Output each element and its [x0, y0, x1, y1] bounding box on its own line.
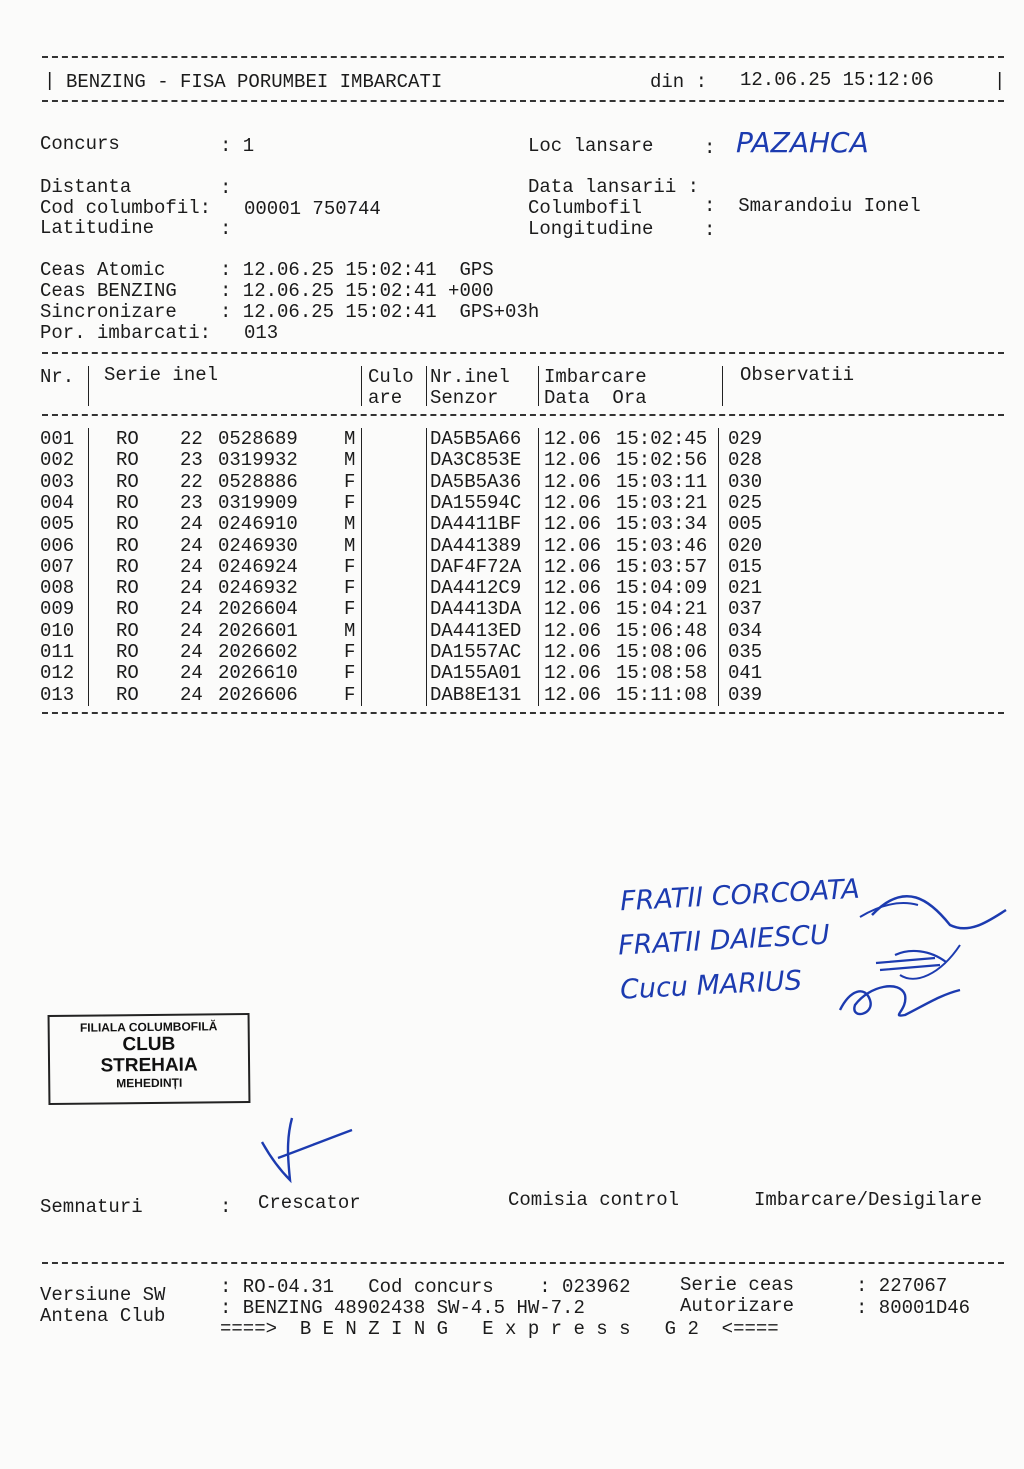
- row-date: 12.06: [544, 641, 602, 663]
- versiune-sw-value: : RO-04.31 Cod concurs : 023962: [220, 1276, 631, 1298]
- row-nr: 004: [40, 491, 75, 514]
- row-time: 15:03:11: [616, 470, 708, 493]
- autorizare-label: Autorizare: [680, 1295, 795, 1317]
- loc-lansare-label: Loc lansare: [528, 135, 654, 157]
- loc-lansare-colon: :: [704, 137, 716, 159]
- row-nr: 013: [40, 683, 75, 706]
- row-time: 15:02:45: [616, 428, 708, 450]
- columbofil-value: : Smarandoiu Ionel: [704, 195, 921, 217]
- row-country: RO: [116, 555, 139, 578]
- latitudine-colon: :: [220, 218, 232, 240]
- row-nr: 002: [40, 449, 75, 472]
- row-sex: M: [344, 534, 356, 557]
- col-imbarcare-header-2: Data Ora: [544, 387, 647, 409]
- row-sex: M: [344, 428, 356, 450]
- row-ring: 0246930: [218, 534, 298, 557]
- row-date: 12.06: [544, 428, 602, 450]
- data-lansarii-label: Data lansarii :: [528, 176, 700, 198]
- versiune-sw-label: Versiune SW: [40, 1284, 166, 1306]
- row-observatii: 034: [728, 619, 763, 642]
- row-ring: 2026604: [218, 598, 298, 621]
- row-time: 15:02:56: [616, 449, 708, 472]
- comisia-control-label: Comisia control: [508, 1189, 680, 1211]
- row-year: 23: [180, 491, 203, 514]
- row-year: 24: [180, 619, 203, 642]
- row-year: 23: [180, 449, 203, 472]
- row-ring: 2026610: [218, 662, 298, 685]
- columbofil-label: Columbofil: [528, 197, 643, 219]
- row-sex: F: [344, 491, 356, 514]
- row-nr: 005: [40, 513, 75, 536]
- col-culoare-header-2: are: [368, 387, 403, 409]
- sincronizare-value: : 12.06.25 15:02:41 GPS+03h: [220, 301, 540, 323]
- sincronizare-label: Sincronizare: [40, 301, 177, 323]
- handwritten-line-2: FRATII DAIESCU: [617, 919, 831, 962]
- stamp-line-1: FILIALA COLUMBOFILĂ: [79, 1019, 218, 1035]
- row-sex: F: [344, 641, 356, 663]
- row-year: 24: [180, 534, 203, 557]
- row-ring: 0319932: [218, 449, 298, 472]
- row-observatii: 020: [728, 534, 763, 557]
- antena-club-value: : BENZING 48902438 SW-4.5 HW-7.2: [220, 1297, 585, 1319]
- row-country: RO: [116, 534, 139, 557]
- row-time: 15:03:46: [616, 534, 708, 557]
- row-nr: 011: [40, 641, 75, 663]
- por-imbarcati-label: Por. imbarcati:: [40, 322, 212, 344]
- row-ring: 0528886: [218, 470, 298, 493]
- row-year: 24: [180, 555, 203, 578]
- row-observatii: 035: [728, 641, 763, 663]
- serie-ceas-value: : 227067: [856, 1275, 948, 1297]
- header-din-label: din :: [650, 71, 708, 93]
- row-observatii: 029: [728, 428, 763, 450]
- row-date: 12.06: [544, 577, 602, 600]
- row-sensor: DA3C853E: [430, 449, 522, 472]
- cod-columbofil-label: Cod columbofil:: [40, 197, 212, 219]
- row-nr: 009: [40, 598, 75, 621]
- row-observatii: 030: [728, 470, 763, 493]
- row-nr: 008: [40, 577, 75, 600]
- row-nr: 003: [40, 470, 75, 493]
- por-imbarcati-value: 013: [244, 322, 279, 344]
- row-country: RO: [116, 428, 139, 450]
- serie-ceas-label: Serie ceas: [680, 1274, 795, 1296]
- row-ring: 2026606: [218, 683, 298, 706]
- row-observatii: 021: [728, 577, 763, 600]
- row-sensor: DA4412C9: [430, 577, 522, 600]
- row-observatii: 039: [728, 683, 763, 706]
- row-date: 12.06: [544, 619, 602, 642]
- row-country: RO: [116, 619, 139, 642]
- row-country: RO: [116, 641, 139, 663]
- stamp-line-4: MEHEDINȚI: [116, 1075, 183, 1091]
- row-nr: 001: [40, 428, 75, 450]
- col-imbarcare-header-1: Imbarcare: [544, 366, 647, 388]
- row-sex: F: [344, 555, 356, 578]
- ceas-benzing-value: : 12.06.25 15:02:41 +000: [220, 280, 494, 302]
- antena-club-label: Antena Club: [40, 1305, 166, 1327]
- row-date: 12.06: [544, 470, 602, 493]
- row-nr: 007: [40, 555, 75, 578]
- row-country: RO: [116, 470, 139, 493]
- row-date: 12.06: [544, 662, 602, 685]
- col-nrinel-header-2: Senzor: [430, 387, 499, 409]
- row-country: RO: [116, 449, 139, 472]
- row-sex: F: [344, 683, 356, 706]
- row-year: 24: [180, 577, 203, 600]
- row-nr: 010: [40, 619, 75, 642]
- row-sex: F: [344, 598, 356, 621]
- row-sex: F: [344, 577, 356, 600]
- row-year: 24: [180, 598, 203, 621]
- row-sensor: DAF4F72A: [430, 555, 522, 578]
- row-date: 12.06: [544, 683, 602, 706]
- header-right-bar: |: [994, 70, 1006, 92]
- ceas-atomic-value: : 12.06.25 15:02:41 GPS: [220, 259, 494, 281]
- club-stamp: [48, 1013, 251, 1105]
- row-sensor: DA441389: [430, 534, 522, 557]
- benzing-express-banner: ====> B E N Z I N G E x p r e s s G 2 <====: [220, 1318, 779, 1340]
- row-year: 22: [180, 428, 203, 450]
- row-country: RO: [116, 662, 139, 685]
- row-country: RO: [116, 683, 139, 706]
- header-left-bar: |: [44, 70, 56, 92]
- row-observatii: 005: [728, 513, 763, 536]
- autorizare-value: : 80001D46: [856, 1297, 971, 1319]
- ceas-atomic-label: Ceas Atomic: [40, 259, 166, 281]
- row-observatii: 037: [728, 598, 763, 621]
- document-title: BENZING - FISA PORUMBEI IMBARCATI: [66, 71, 443, 93]
- row-time: 15:03:21: [616, 491, 708, 514]
- row-ring: 0246910: [218, 513, 298, 536]
- row-time: 15:04:21: [616, 598, 708, 621]
- row-year: 24: [180, 683, 203, 706]
- row-ring: 0246924: [218, 555, 298, 578]
- col-observatii-header: Observatii: [740, 364, 855, 386]
- crescator-label: Crescator: [258, 1192, 361, 1214]
- distanta-colon: :: [220, 177, 232, 199]
- row-time: 15:04:09: [616, 577, 708, 600]
- row-sensor: DA15594C: [430, 491, 522, 514]
- loc-lansare-handwritten: PAZAHCA: [736, 126, 869, 159]
- row-ring: 2026601: [218, 619, 298, 642]
- row-sex: F: [344, 470, 356, 493]
- header-datetime: 12.06.25 15:12:06: [740, 69, 934, 91]
- col-serie-header: Serie inel: [104, 364, 219, 386]
- row-time: 15:08:58: [616, 662, 708, 685]
- col-nr-header: Nr.: [40, 366, 75, 388]
- cod-columbofil-value: 00001 750744: [244, 198, 381, 220]
- concurs-value: : 1: [220, 135, 255, 157]
- longitudine-label: Longitudine: [528, 218, 654, 240]
- ceas-benzing-label: Ceas BENZING: [40, 280, 177, 302]
- row-time: 15:08:06: [616, 641, 708, 663]
- row-date: 12.06: [544, 513, 602, 536]
- row-country: RO: [116, 491, 139, 514]
- longitudine-colon: :: [704, 219, 716, 241]
- row-observatii: 041: [728, 662, 763, 685]
- row-year: 24: [180, 513, 203, 536]
- row-nr: 012: [40, 662, 75, 685]
- row-observatii: 015: [728, 555, 763, 578]
- row-sensor: DA4413DA: [430, 598, 522, 621]
- footer-rule: [42, 1262, 1004, 1264]
- row-ring: 0528689: [218, 428, 298, 450]
- imbarcare-desigilare-label: Imbarcare/Desigilare: [754, 1189, 983, 1211]
- row-sensor: DA5B5A36: [430, 470, 522, 493]
- row-sex: F: [344, 662, 356, 685]
- row-nr: 006: [40, 534, 75, 557]
- row-date: 12.06: [544, 491, 602, 514]
- row-sex: M: [344, 449, 356, 472]
- row-ring: 2026602: [218, 641, 298, 663]
- row-sensor: DA1557AC: [430, 641, 522, 663]
- semnaturi-colon: :: [220, 1196, 232, 1218]
- row-sensor: DA155A01: [430, 662, 522, 685]
- row-observatii: 028: [728, 449, 763, 472]
- row-time: 15:06:48: [616, 619, 708, 642]
- handwritten-line-1: FRATII CORCOATA: [619, 873, 861, 918]
- stamp-line-2: CLUB: [122, 1033, 176, 1056]
- row-ring: 0246932: [218, 577, 298, 600]
- latitudine-label: Latitudine: [40, 217, 155, 239]
- col-culoare-header-1: Culo: [368, 366, 414, 388]
- row-sex: M: [344, 513, 356, 536]
- concurs-label: Concurs: [40, 133, 120, 155]
- row-country: RO: [116, 598, 139, 621]
- row-time: 15:03:57: [616, 555, 708, 578]
- row-date: 12.06: [544, 449, 602, 472]
- handwritten-line-3: Cucu MARIUS: [619, 965, 803, 1006]
- semnaturi-label: Semnaturi: [40, 1196, 143, 1218]
- row-observatii: 025: [728, 491, 763, 514]
- row-country: RO: [116, 513, 139, 536]
- row-sensor: DA4411BF: [430, 513, 522, 536]
- row-date: 12.06: [544, 534, 602, 557]
- distanta-label: Distanta: [40, 176, 132, 198]
- row-time: 15:03:34: [616, 513, 708, 536]
- col-nrinel-header-1: Nr.inel: [430, 366, 510, 388]
- row-sex: M: [344, 619, 356, 642]
- row-sensor: DAB8E131: [430, 683, 522, 706]
- stamp-line-3: STREHAIA: [100, 1054, 198, 1077]
- row-country: RO: [116, 577, 139, 600]
- row-year: 24: [180, 662, 203, 685]
- row-ring: 0319909: [218, 491, 298, 514]
- row-sensor: DA5B5A66: [430, 428, 522, 450]
- row-sensor: DA4413ED: [430, 619, 522, 642]
- row-time: 15:11:08: [616, 683, 708, 706]
- row-year: 24: [180, 641, 203, 663]
- row-date: 12.06: [544, 598, 602, 621]
- row-year: 22: [180, 470, 203, 493]
- row-date: 12.06: [544, 555, 602, 578]
